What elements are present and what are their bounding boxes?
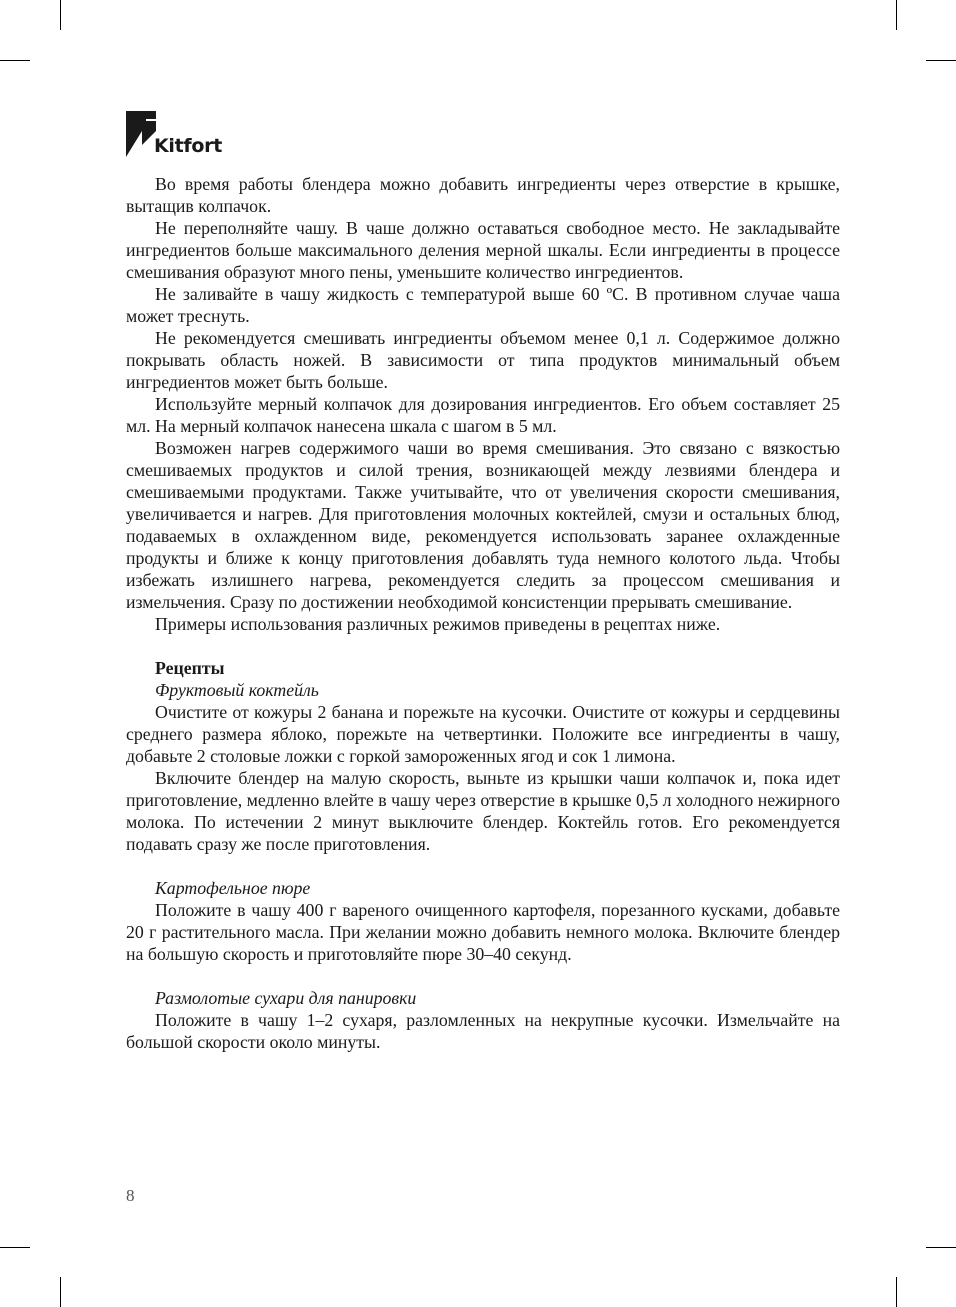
recipe-title: Размолотые сухари для панировки xyxy=(155,988,417,1008)
paragraph: Не рекомендуется смешивать ингредиенты объемом менее 0,1 л. Содержимое должно покрывать область ножей. В зависимости от типа продуктов минимальный объем ингредиентов может быть больше. xyxy=(126,328,840,392)
brand-name: Kitfort xyxy=(154,135,222,157)
paragraph: Во время работы блендера можно добавить ингредиенты через отверстие в крышке, вытащив колпачок. xyxy=(126,174,840,216)
paragraph: Примеры использования различных режимов приведены в рецептах ниже. xyxy=(155,614,721,634)
crop-mark xyxy=(0,60,30,61)
crop-mark xyxy=(896,1277,897,1307)
recipe-title: Картофельное пюре xyxy=(155,878,311,898)
crop-mark xyxy=(926,1247,956,1248)
paragraph: Используйте мерный колпачок для дозирования ингредиентов. Его объем составляет 25 мл. На мерный колпачок нанесена шкала с шагом в 5 мл. xyxy=(126,394,840,436)
page-number: 8 xyxy=(126,1186,135,1205)
crop-mark xyxy=(926,60,956,61)
page-content xyxy=(126,173,840,1053)
paragraph: Положите в чашу 400 г вареного очищенного картофеля, порезанного кусками, добавьте 20 г растительного масла. При желании можно добавить немного молока. Включите блендер на большую скорость и приготовляйте пюре 30–40 секунд. xyxy=(126,900,840,964)
crop-mark xyxy=(0,1247,30,1248)
crop-mark xyxy=(60,0,61,30)
crop-mark xyxy=(60,1277,61,1307)
recipe-title: Фруктовый коктейль xyxy=(155,680,319,700)
paragraph: Очистите от кожуры 2 банана и порежьте на кусочки. Очистите от кожуры и сердцевины среднего размера яблоко, порежьте на четвертинки. Положите все ингредиенты в чашу, добавьте 2 столовые ложки с горкой замороженных ягод и сок 1 лимона. xyxy=(126,702,840,766)
kitfort-mark-icon xyxy=(126,111,156,159)
section-heading: Рецепты xyxy=(155,658,225,678)
paragraph: Возможен нагрев содержимого чаши во время смешивания. Это связано с вязкостью смешиваемых продуктов и силой трения, возникающей между лезвиями блендера и смешиваемыми продуктами. Также учитывайте, что от увеличения скорости смешивания, увеличивается и нагрев. Для приготовления молочных коктейлей, смузи и остальных блюд, подаваемых в охлажденном виде, рекомендуется использовать заранее охлажденные продукты и ближе к концу приготовления добавлять туда немного колотого льда. Чтобы избежать излишнего нагрева, рекомендуется следить за процессом смешивания и измельчения. Сразу по достижении необходимой консистенции прерывать смешивание. xyxy=(126,438,840,612)
paragraph: Положите в чашу 1–2 сухаря, разломленных на некрупные кусочки. Измельчайте на большой скорости около минуты. xyxy=(126,1010,840,1052)
paragraph: Включите блендер на малую скорость, выньте из крышки чаши колпачок и, пока идет приготовление, медленно влейте в чашу через отверстие в крышке 0,5 л холодного нежирного молока. По истечении 2 минут выключите блендер. Коктейль готов. Его рекомендуется подавать сразу же после приготовления. xyxy=(126,768,840,854)
paragraph: Не заливайте в чашу жидкость с температурой выше 60 ºС. В противном случае чаша может треснуть. xyxy=(126,284,840,326)
paragraph: Не переполняйте чашу. В чаше должно оставаться свободное место. Не закладывайте ингредиентов больше максимального деления мерной шкалы. Если ингредиенты в процессе смешивания образуют много пены, уменьшите количество ингредиентов. xyxy=(126,218,840,282)
crop-mark xyxy=(896,0,897,30)
